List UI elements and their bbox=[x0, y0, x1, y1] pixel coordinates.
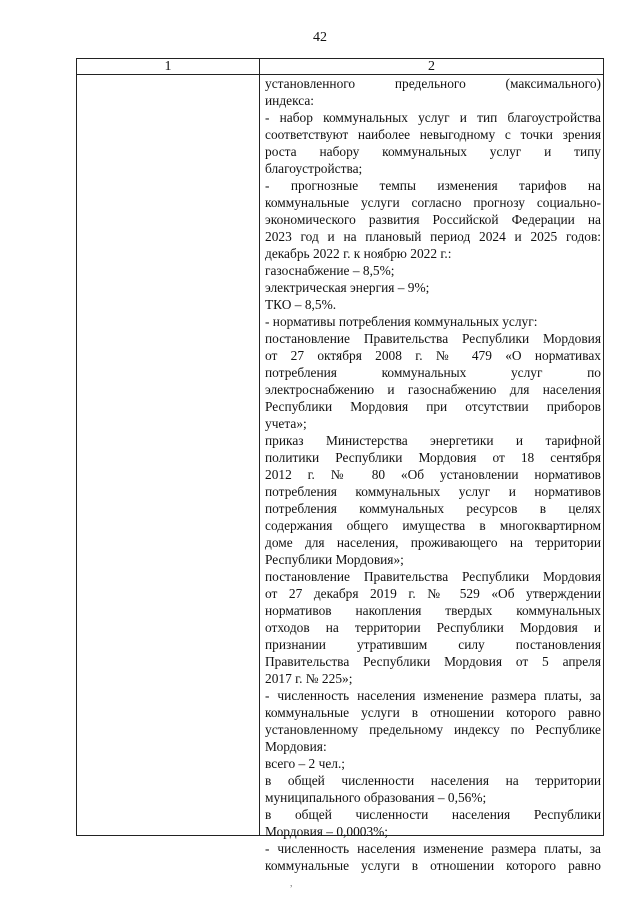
text-line: Республики Мордовия при отсутствии приборов bbox=[265, 399, 601, 414]
text-line: 2012 г. № 80 «Об установлении нормативов bbox=[265, 467, 601, 482]
text-line: Мордовия – 0,0003%; bbox=[265, 824, 389, 839]
text-line: - набор коммунальных услуг и тип благоустройства bbox=[265, 110, 601, 125]
text-line: в общей численности населения на территории bbox=[265, 773, 601, 788]
body-col-1 bbox=[77, 75, 260, 836]
body-text bbox=[265, 75, 601, 873]
text-line: постановление Правительства Республики Мордовия bbox=[265, 331, 601, 346]
text-line: от 27 декабря 2019 г. № 529 «Об утверждении bbox=[265, 586, 601, 601]
text-line: нормативов накопления твердых коммунальных bbox=[265, 603, 601, 618]
text-line: декабрь 2022 г. к ноябрю 2022 г.: bbox=[265, 246, 452, 261]
text-line: Мордовия: bbox=[265, 739, 327, 754]
text-line: муниципального образования – 0,56%; bbox=[265, 790, 487, 805]
text-line: постановление Правительства Республики Мордовия bbox=[265, 569, 601, 584]
body-col-2 bbox=[260, 75, 604, 873]
document-table bbox=[76, 58, 604, 873]
text-line: электроснабжению и газоснабжению для населения bbox=[265, 382, 601, 397]
text-line: - численность населения изменение размера платы, за bbox=[265, 688, 601, 703]
header-col-1: 1 bbox=[77, 59, 260, 75]
text-line: - численность населения изменение размера платы, за bbox=[265, 841, 601, 856]
text-line: - прогнозные темпы изменения тарифов на bbox=[265, 178, 601, 193]
text-line: политики Республики Мордовия от 18 сентября bbox=[265, 450, 601, 465]
text-line: Республики Мордовия»; bbox=[265, 552, 404, 567]
text-line: 2023 год и на плановый период 2024 и 2025 годов: bbox=[265, 229, 601, 244]
text-line: потребления коммунальных услуг и нормативов bbox=[265, 484, 601, 499]
text-line: роста набору коммунальных услуг и типу bbox=[265, 144, 601, 159]
text-line: индекса: bbox=[265, 93, 315, 108]
text-line: в общей численности населения Республики bbox=[265, 807, 601, 822]
text-line: всего – 2 чел.; bbox=[265, 756, 346, 771]
table-header-row bbox=[77, 59, 604, 75]
text-line: содержания общего имущества в многоквартирном bbox=[265, 518, 601, 533]
text-line: коммунальные услуги в отношении которого равно bbox=[265, 705, 601, 720]
text-line: экономического развития Российской Федерации на bbox=[265, 212, 601, 227]
text-line: коммунальные услуги в отношении которого равно bbox=[265, 858, 601, 873]
text-line: приказ Министерства энергетики и тарифной bbox=[265, 433, 601, 448]
text-line: установленного предельного (максимального) bbox=[265, 76, 601, 91]
text-line: отходов на территории Республики Мордовия и bbox=[265, 620, 601, 635]
text-line: учета»; bbox=[265, 416, 307, 431]
text-line: ТКО – 8,5%. bbox=[265, 297, 337, 312]
text-line: газоснабжение – 8,5%; bbox=[265, 263, 395, 278]
text-line: потребления коммунальных услуг по bbox=[265, 365, 601, 380]
text-line: электрическая энергия – 9%; bbox=[265, 280, 430, 295]
text-line: коммунальные услуги согласно прогнозу социально- bbox=[265, 195, 601, 210]
text-line: доме для населения, проживающего на территории bbox=[265, 535, 601, 550]
table-body-row bbox=[77, 75, 604, 836]
text-line: благоустройства; bbox=[265, 161, 363, 176]
text-line: соответствуют наиболее невыгодному с точки зрения bbox=[265, 127, 601, 142]
text-line: от 27 октября 2008 г. № 479 «О нормативах bbox=[265, 348, 601, 363]
header-col-2: 2 bbox=[260, 59, 604, 75]
text-line: потребления коммунальных ресурсов в целях bbox=[265, 501, 601, 516]
scan-mark: , bbox=[290, 878, 293, 889]
text-line: признании утратившим силу постановления bbox=[265, 637, 601, 652]
text-line: установленному предельному индексу по Республике bbox=[265, 722, 601, 737]
text-line: Правительства Республики Мордовия от 5 апреля bbox=[265, 654, 601, 669]
text-line: 2017 г. № 225»; bbox=[265, 671, 353, 686]
page-number: 42 bbox=[313, 30, 327, 45]
text-line: - нормативы потребления коммунальных услуг: bbox=[265, 314, 538, 329]
